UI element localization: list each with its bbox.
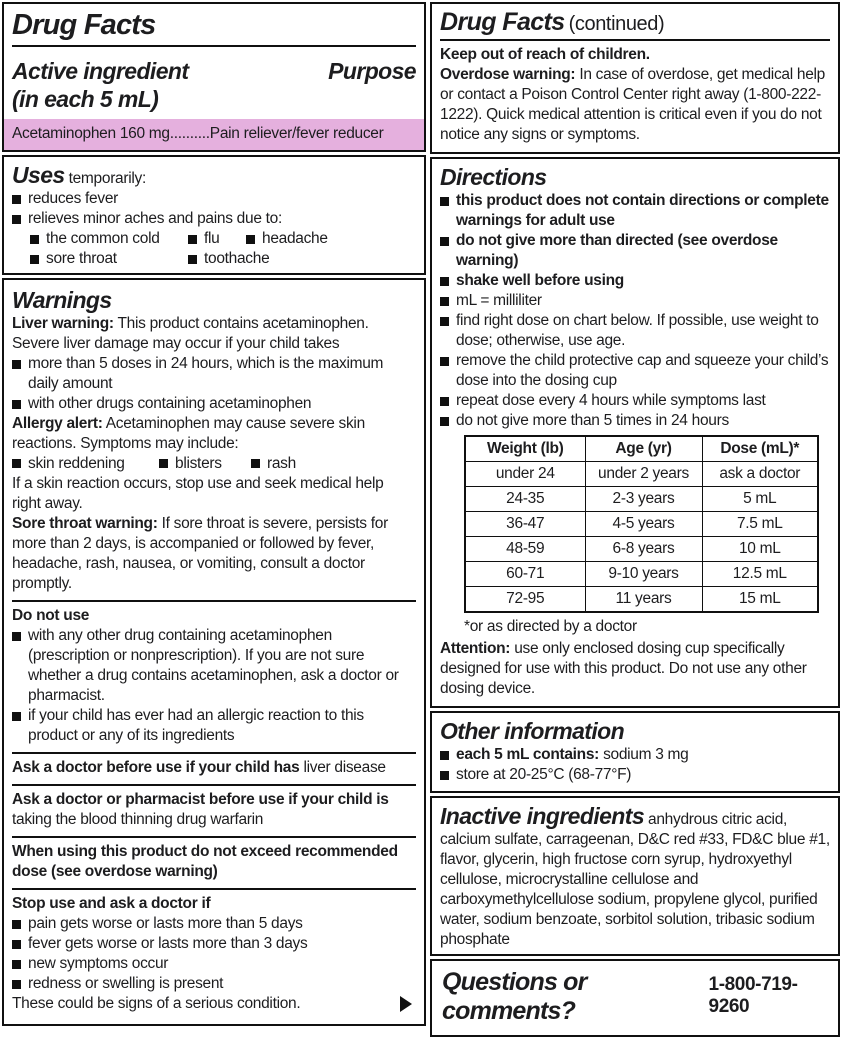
dosing-table xyxy=(464,435,819,613)
bullet-square-icon xyxy=(440,237,449,246)
divider xyxy=(440,39,830,41)
liver-bullet: with other drugs containing acetaminophen xyxy=(12,394,416,414)
bullet-square-icon xyxy=(251,459,260,468)
uses-bullet: relieves minor aches and pains due to: xyxy=(12,209,416,229)
table-row: 36-47 4-5 years 7.5 mL xyxy=(465,512,818,537)
bullet-square-icon xyxy=(440,397,449,406)
bullet-square-icon xyxy=(440,197,449,206)
continued-section xyxy=(430,2,840,154)
table-row: 24-35 2-3 years 5 mL xyxy=(465,487,818,512)
bullet-square-icon xyxy=(30,255,39,264)
bullet-square-icon xyxy=(440,297,449,306)
bullet-square-icon xyxy=(159,459,168,468)
inactive-ingredients-heading: Inactive ingredients xyxy=(440,803,645,829)
attention-note: Attention: use only enclosed dosing cup specifically designed for use with this product. Do not use any other dosing device. xyxy=(440,640,807,697)
bullet-square-icon xyxy=(440,317,449,326)
stop-use-footer: These could be signs of a serious condition. xyxy=(12,994,416,1014)
do-not-use-heading: Do not use xyxy=(12,607,90,624)
bullet-square-icon xyxy=(30,235,39,244)
directions-heading: Directions xyxy=(440,164,547,190)
divider xyxy=(12,45,416,47)
bullet-square-icon xyxy=(12,940,21,949)
questions-section xyxy=(430,959,840,1037)
stop-use-heading: Stop use and ask a doctor if xyxy=(12,895,211,912)
active-ingredient-row: Acetaminophen 160 mg..........Pain reliever/fever reducer xyxy=(4,119,424,150)
uses-heading: Uses temporarily: xyxy=(12,162,146,188)
bullet-square-icon xyxy=(188,255,197,264)
directions-section: Directions this product does not contain directions or complete warnings for adult use do not give more than directed (see overdose warning) shake well before using mL = milliliter find right dose on chart below. If possible, use weight to dose; otherwise, use age. remove the child protective cap and squeeze your child’s dose into the dosing cup repeat dose every 4 hours while symptoms last do not give more than 5 times in 24 hours Weight (lb) Age (yr) Dose (mL)* under 24 under 2 years ask a doctor 24-35 2-3 years 5 mL 36-47 4-5 years 7.5 mL 48-59 6-8 years 10 mL 60-71 9-10 years 12.5 mL 72-95 11 years 15 mL *or as directed by a doctor Attention: use only enclosed dosing cup specifically designed for use with this product. Do not use any other dosing device. xyxy=(430,157,840,708)
overdose-warning: Overdose warning: In case of overdose, get medical help or contact a Poison Control Center right away (1-800-222-1222). Quick medical attention is critical even if you do not notice any signs or symptoms. xyxy=(440,66,825,143)
bullet-square-icon xyxy=(12,459,21,468)
inactive-ingredients-list: anhydrous citric acid, calcium sulfate, carrageenan, D&C red #33, FD&C blue #1, flavor, glycerin, high fructose corn syrup, hydroxyethyl cellulose, microcrystalline cellulose and carboxymethylcellulose sodium, propylene glycol, purified water, sodium benzoate, sorbitol solution, tribasic sodium phosphate xyxy=(440,811,830,948)
when-using: When using this product do not exceed recommended dose (see overdose warning) xyxy=(12,836,416,888)
warnings-main xyxy=(12,284,416,600)
continue-arrow-icon xyxy=(400,996,412,1012)
bullet-square-icon xyxy=(12,960,21,969)
active-ingredient-heading: Active ingredient (in each 5 mL) xyxy=(12,58,189,112)
age-header: Age (yr) xyxy=(585,436,702,462)
sore-throat-warning: Sore throat warning: If sore throat is severe, persists for more than 2 days, is accompanied or followed by fever, headache, rash, nausea, or vomiting, consult a doctor promptly. xyxy=(12,515,388,592)
uses-sub-row: sore throat toothache xyxy=(12,249,416,269)
bullet-square-icon xyxy=(440,751,449,760)
continued-title: Drug Facts (continued) xyxy=(440,8,665,36)
bullet-square-icon xyxy=(440,277,449,286)
bullet-square-icon xyxy=(12,712,21,721)
ask-doctor: Ask a doctor before use if your child has liver disease xyxy=(12,752,416,784)
inactive-ingredients-section xyxy=(430,796,840,956)
bullet-square-icon xyxy=(12,980,21,989)
table-row: 48-59 6-8 years 10 mL xyxy=(465,537,818,562)
weight-header: Weight (lb) xyxy=(465,436,585,462)
bullet-square-icon xyxy=(12,400,21,409)
purpose-heading: Purpose xyxy=(328,58,416,84)
ask-doctor-or-pharmacist: Ask a doctor or pharmacist before use if your child is taking the blood thinning drug warfarin xyxy=(12,784,416,836)
right-column xyxy=(430,2,840,1025)
active-ingredient-section xyxy=(2,2,426,152)
dose-header: Dose (mL)* xyxy=(702,436,818,462)
bullet-square-icon xyxy=(12,195,21,204)
liver-warning: Liver warning: This product contains acetaminophen. Severe liver damage may occur if your child takes xyxy=(12,315,369,352)
keep-out-of-reach: Keep out of reach of children. xyxy=(440,46,650,63)
page-title: Drug Facts xyxy=(12,9,156,41)
left-column xyxy=(2,2,426,1022)
warnings-section xyxy=(2,278,426,1026)
questions-phone: 1-800-719-9260 xyxy=(708,974,798,1017)
bullet-square-icon xyxy=(440,357,449,366)
bullet-square-icon xyxy=(440,771,449,780)
warnings-heading: Warnings xyxy=(12,287,112,313)
uses-sub-row: the common cold flu headache xyxy=(12,229,416,249)
questions-heading: Questions or comments? xyxy=(442,968,587,1025)
bullet-square-icon xyxy=(12,215,21,224)
table-footnote: *or as directed by a doctor xyxy=(464,618,637,635)
bullet-square-icon xyxy=(246,235,255,244)
allergy-after: If a skin reaction occurs, stop use and seek medical help right away. xyxy=(12,475,384,512)
allergy-alert: Allergy alert: Acetaminophen may cause severe skin reactions. Symptoms may include: xyxy=(12,415,365,452)
uses-bullet: reduces fever xyxy=(12,189,416,209)
other-information-heading: Other information xyxy=(440,718,625,744)
do-not-use: Do not use with any other drug containing acetaminophen (prescription or nonprescription). If you are not sure whether a drug contains acetaminophen, ask a doctor or pharmacist. if your child has ever had an allergic reaction to this product or any of its ingredients xyxy=(12,600,416,752)
bullet-square-icon xyxy=(12,360,21,369)
table-row: 72-95 11 years 15 mL xyxy=(465,587,818,613)
table-header-row xyxy=(465,436,818,462)
bullet-square-icon xyxy=(440,417,449,426)
allergy-symptoms-row: skin reddening blisters rash xyxy=(12,454,416,474)
bullet-square-icon xyxy=(12,920,21,929)
table-row: under 24 under 2 years ask a doctor xyxy=(465,462,818,487)
liver-bullet: more than 5 doses in 24 hours, which is the maximum daily amount xyxy=(12,354,416,394)
bullet-square-icon xyxy=(12,632,21,641)
stop-use: Stop use and ask a doctor if pain gets worse or lasts more than 5 days fever gets worse or lasts more than 3 days new symptoms occur redness or swelling is present These could be signs of a serious condition. xyxy=(12,888,416,1020)
uses-section xyxy=(2,155,426,275)
table-row: 60-71 9-10 years 12.5 mL xyxy=(465,562,818,587)
bullet-square-icon xyxy=(188,235,197,244)
other-information-section: Other information each 5 mL contains: sodium 3 mg store at 20-25°C (68-77°F) xyxy=(430,711,840,793)
